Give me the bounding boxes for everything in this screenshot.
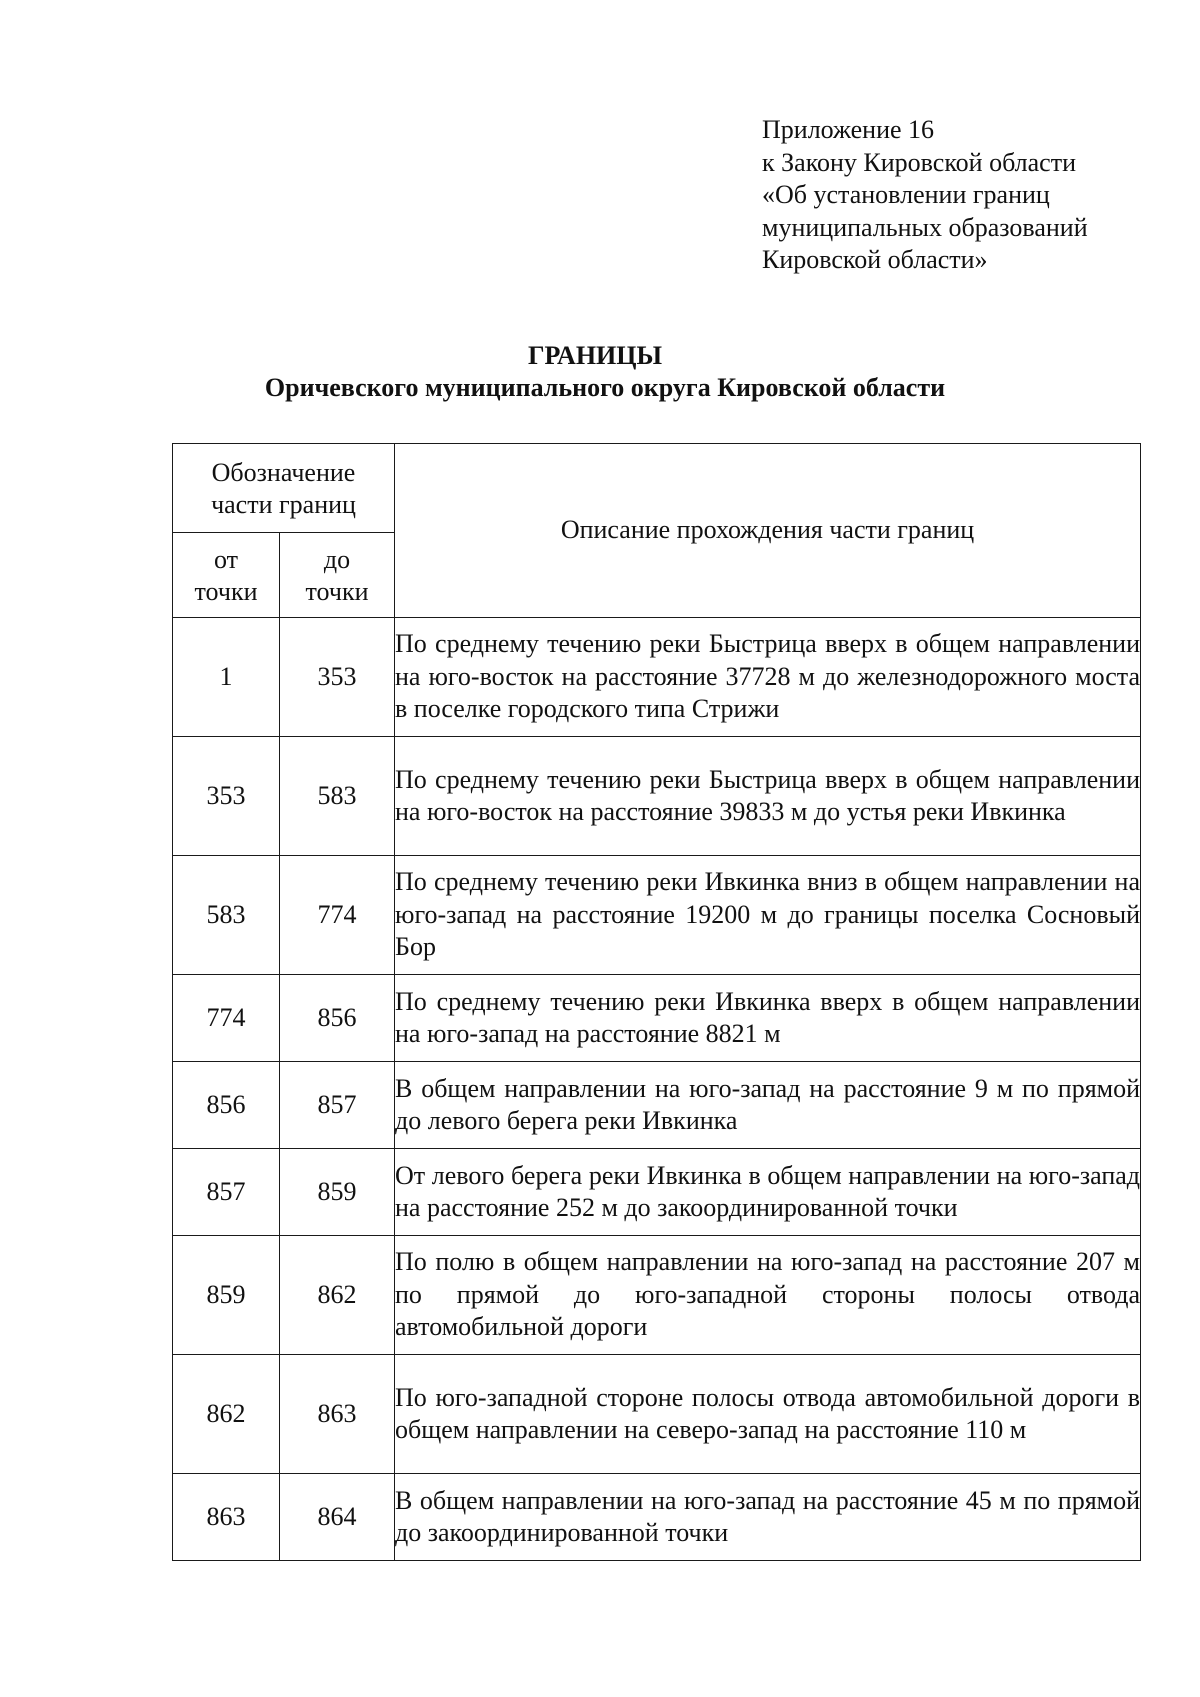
description-cell: По среднему течению реки Быстрица вверх в общем направлении на юго-восток на расстояние 37728 м до железнодорожного моста в поселке городского типа Стрижи: [395, 618, 1141, 737]
appendix-line: муниципальных образований: [762, 212, 1088, 242]
table-header-row: [173, 444, 1141, 533]
title-line-1: ГРАНИЦЫ: [527, 341, 663, 370]
from-point-cell: 859: [173, 1236, 280, 1355]
from-point-cell: 856: [173, 1062, 280, 1149]
header-designation: [173, 444, 395, 533]
description-cell: По юго-западной стороне полосы отвода автомобильной дороги в общем направлении на северо-запад на расстояние 110 м: [395, 1355, 1141, 1474]
header-description: Описание прохождения части границ: [395, 444, 1141, 618]
table-row: [173, 1149, 1141, 1236]
table-row: [173, 856, 1141, 975]
appendix-line: Кировской области»: [762, 245, 988, 274]
description-cell: По полю в общем направлении на юго-запад на расстояние 207 м по прямой до юго-западной стороны полосы отвода автомобильной дороги: [395, 1236, 1141, 1355]
from-point-cell: 857: [173, 1149, 280, 1236]
description-cell: По среднему течению реки Ивкинка вниз в общем направлении на юго-запад на расстояние 19200 м до границы поселка Сосновый Бор: [395, 856, 1141, 975]
description-cell: От левого берега реки Ивкинка в общем направлении на юго-запад на расстояние 252 м до закоординированной точки: [395, 1149, 1141, 1236]
from-point-cell: 353: [173, 737, 280, 856]
from-point-cell: 1: [173, 618, 280, 737]
header-from-line-2: точки: [194, 577, 258, 606]
from-point-cell: 862: [173, 1355, 280, 1474]
from-point-cell: 774: [173, 975, 280, 1062]
header-to-line-2: точки: [305, 577, 369, 606]
table-row: [173, 737, 1141, 856]
table-row: [173, 1474, 1141, 1561]
to-point-cell: 862: [280, 1236, 395, 1355]
header-designation-line-2: части границ: [211, 490, 356, 519]
table-row: [173, 618, 1141, 737]
to-point-cell: 353: [280, 618, 395, 737]
appendix-line: Приложение 16: [762, 115, 935, 144]
to-point-cell: 857: [280, 1062, 395, 1149]
table-row: [173, 1236, 1141, 1355]
description-cell: По среднему течению реки Быстрица вверх в общем направлении на юго-восток на расстояние 39833 м до устья реки Ивкинка: [395, 737, 1141, 856]
document-title: [0, 340, 1200, 404]
table-row: [173, 975, 1141, 1062]
appendix-line: «Об установлении границ: [762, 180, 1050, 209]
from-point-cell: 583: [173, 856, 280, 975]
to-point-cell: 856: [280, 975, 395, 1062]
to-point-cell: 583: [280, 737, 395, 856]
to-point-cell: 859: [280, 1149, 395, 1236]
header-from-line-1: от: [213, 544, 239, 574]
description-cell: По среднему течению реки Ивкинка вверх в общем направлении на юго-запад на расстояние 8821 м: [395, 975, 1141, 1062]
header-to-point: [280, 533, 395, 618]
appendix-reference: [762, 114, 1088, 277]
header-to-line-1: до: [323, 544, 351, 574]
description-cell: В общем направлении на юго-запад на расстояние 45 м по прямой до закоординированной точки: [395, 1474, 1141, 1561]
to-point-cell: 774: [280, 856, 395, 975]
title-line-2: Оричевского муниципального округа Кировской области: [264, 373, 946, 402]
description-cell: В общем направлении на юго-запад на расстояние 9 м по прямой до левого берега реки Ивкинка: [395, 1062, 1141, 1149]
table-row: [173, 1062, 1141, 1149]
boundaries-table: [172, 443, 1141, 1561]
appendix-line: к Закону Кировской области: [762, 147, 1076, 177]
header-designation-line-1: Обозначение: [211, 457, 356, 487]
from-point-cell: 863: [173, 1474, 280, 1561]
header-from-point: [173, 533, 280, 618]
table-row: [173, 1355, 1141, 1474]
to-point-cell: 864: [280, 1474, 395, 1561]
to-point-cell: 863: [280, 1355, 395, 1474]
